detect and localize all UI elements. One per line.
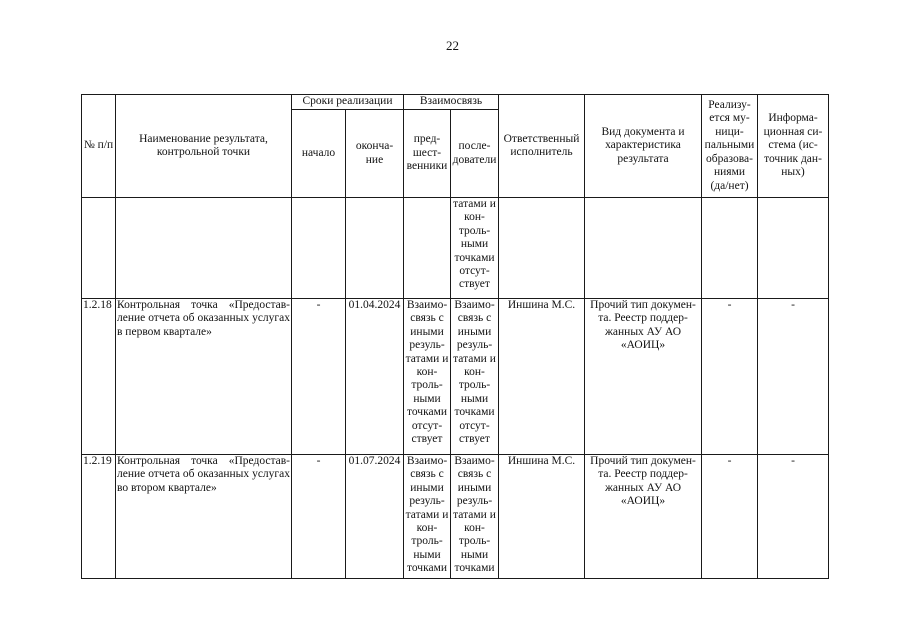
header-responsible: Ответственный исполнитель xyxy=(499,95,585,198)
row-predecessors: Взаимо- связь с иными резуль- татами и кон- троль- ными точками отсут- ствует xyxy=(404,299,451,455)
header-row-top xyxy=(82,95,829,110)
table-row xyxy=(82,455,829,579)
header-num: № п/п xyxy=(82,95,116,198)
row-doc-type: Прочий тип докумен- та. Реестр поддер- жанных АУ АО «АОИЦ» xyxy=(585,455,702,579)
header-end: оконча- ние xyxy=(346,110,404,198)
table-row-continuation xyxy=(82,198,829,299)
header-municipal: Реализу- ется му- ници- пальными образова- ниями (да/нет) xyxy=(702,95,758,198)
row-doc-type: Прочий тип докумен- та. Реестр поддер- жанных АУ АО «АОИЦ» xyxy=(585,299,702,455)
row-info-system: - xyxy=(758,299,829,455)
row-start: - xyxy=(292,299,346,455)
row-name: Контрольная точка «Предостав-ление отчета об оказанных услугах во втором квартале» xyxy=(116,455,292,579)
header-relation-group: Взаимосвязь xyxy=(404,95,499,110)
row-municipal: - xyxy=(702,455,758,579)
header-start: начало xyxy=(292,110,346,198)
header-terms-group: Сроки реализации xyxy=(292,95,404,110)
row-num: 1.2.18 xyxy=(82,299,116,455)
results-table xyxy=(81,94,829,579)
row-responsible: Иншина М.С. xyxy=(499,455,585,579)
continuation-followers: татами и кон- троль- ными точками отсут- ствует xyxy=(451,198,499,299)
row-municipal: - xyxy=(702,299,758,455)
header-info-system: Информа- ционная си- стема (ис- точник дан- ных) xyxy=(758,95,829,198)
row-end: 01.07.2024 xyxy=(346,455,404,579)
row-num: 1.2.19 xyxy=(82,455,116,579)
row-followers: Взаимо- связь с иными резуль- татами и кон- троль- ными точками xyxy=(451,455,499,579)
row-responsible: Иншина М.С. xyxy=(499,299,585,455)
row-info-system: - xyxy=(758,455,829,579)
row-predecessors: Взаимо- связь с иными резуль- татами и кон- троль- ными точками xyxy=(404,455,451,579)
header-doc-type: Вид документа и характеристика результата xyxy=(585,95,702,198)
header-predecessors: пред- шест- венники xyxy=(404,110,451,198)
header-followers: после- дователи xyxy=(451,110,499,198)
row-name: Контрольная точка «Предостав-ление отчета об оказанных услугах в первом квартале» xyxy=(116,299,292,455)
row-end: 01.04.2024 xyxy=(346,299,404,455)
row-followers: Взаимо- связь с иными резуль- татами и кон- троль- ными точками отсут- ствует xyxy=(451,299,499,455)
page-number: 22 xyxy=(446,38,459,53)
row-start: - xyxy=(292,455,346,579)
header-name: Наименование результата, контрольной точки xyxy=(116,95,292,198)
table-row xyxy=(82,299,829,455)
